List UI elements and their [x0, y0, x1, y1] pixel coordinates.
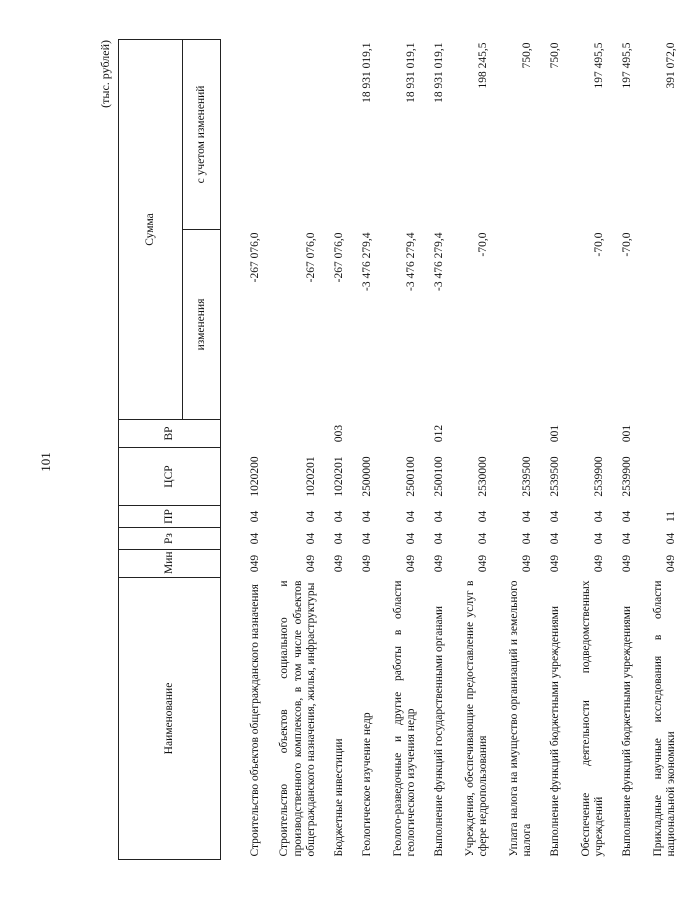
row-csr: 2500100 — [405, 456, 418, 497]
table-row — [449, 39, 493, 859]
row-rz: 04 — [521, 532, 534, 545]
row-csr: 2539500 — [549, 456, 562, 497]
budget-sheet — [98, 40, 678, 860]
row-rz: 04 — [333, 532, 346, 545]
header-change: изменения — [183, 230, 221, 420]
row-change — [493, 230, 537, 420]
row-name: Выполнение функций бюджетными учреждениями — [549, 605, 562, 857]
row-change: -3 476 279,4 — [433, 232, 446, 291]
table-body — [221, 39, 681, 859]
row-pr: 04 — [305, 510, 318, 523]
row-csr — [637, 448, 681, 506]
row-rz: 04 — [621, 532, 634, 545]
row-change — [537, 230, 565, 420]
table-header — [119, 39, 221, 859]
row-min: 049 — [593, 554, 606, 573]
header-with-change: с учетом изменений — [183, 39, 221, 229]
header-vr: ВР — [119, 420, 221, 448]
row-min: 049 — [249, 554, 262, 573]
row-name: Выполнение функций бюджетными учреждениями — [621, 605, 634, 857]
row-min: 049 — [621, 554, 634, 573]
row-csr: 2539900 — [621, 456, 634, 497]
row-rz: 04 — [361, 532, 374, 545]
row-pr: 04 — [521, 510, 534, 523]
row-rz: 04 — [477, 532, 490, 545]
row-pr: 04 — [361, 510, 374, 523]
row-pr: 04 — [249, 510, 262, 523]
header-sum: Сумма — [119, 39, 183, 419]
row-vr — [637, 420, 681, 448]
header-csr: ЦСР — [119, 448, 221, 506]
table-row — [493, 39, 537, 859]
row-vr: 012 — [433, 424, 446, 443]
row-name: Строительство объектов общегражданского назначения — [249, 584, 262, 857]
row-rz: 04 — [665, 532, 678, 545]
row-total: 197 495,5 — [621, 42, 634, 89]
row-total: 750,0 — [549, 42, 562, 69]
row-total: 197 495,5 — [593, 42, 606, 89]
row-total: 18 931 019,1 — [433, 42, 446, 103]
row-vr — [377, 420, 421, 448]
row-csr: 1020201 — [333, 456, 346, 497]
table-row — [265, 39, 321, 859]
header-rz: Рз — [119, 528, 221, 550]
row-rz: 04 — [549, 532, 562, 545]
row-pr: 04 — [549, 510, 562, 523]
row-name: Геолого-разведочные и другие работы в области геологического изучения недр — [391, 580, 418, 857]
row-vr — [265, 420, 321, 448]
row-csr: 2500000 — [361, 456, 374, 497]
row-rz: 04 — [405, 532, 418, 545]
header-name: Наименование — [119, 578, 221, 860]
table-row — [377, 39, 421, 859]
row-min: 049 — [477, 554, 490, 573]
row-change: -70,0 — [621, 232, 634, 257]
row-csr: 1020201 — [305, 456, 318, 497]
row-change — [637, 230, 681, 420]
row-change: -70,0 — [477, 232, 490, 257]
row-total: 750,0 — [521, 42, 534, 69]
table-row — [609, 39, 637, 859]
table-row — [349, 39, 377, 859]
row-rz: 04 — [305, 532, 318, 545]
budget-table — [118, 39, 681, 860]
row-name: Обеспечение деятельности подведомственных учреждений — [579, 580, 606, 857]
header-pr: ПР — [119, 506, 221, 528]
row-name: Бюджетные инвестиции — [333, 738, 346, 857]
row-min: 049 — [305, 554, 318, 573]
row-change: -267 076,0 — [249, 232, 262, 283]
row-name: Строительство объектов социального и производственного комплексов, в том числе объектов общегражданского назначения, жилья, инфраструктуры — [278, 580, 318, 857]
row-min: 049 — [549, 554, 562, 573]
row-rz: 04 — [249, 532, 262, 545]
row-total: 391 072,0 — [665, 42, 678, 89]
row-change: -70,0 — [593, 232, 606, 257]
row-change: -267 076,0 — [305, 232, 318, 283]
row-pr: 04 — [477, 510, 490, 523]
table-row — [421, 39, 449, 859]
row-pr: 04 — [621, 510, 634, 523]
row-csr: 2500100 — [433, 456, 446, 497]
row-csr: 2539900 — [593, 456, 606, 497]
row-rz: 04 — [593, 532, 606, 545]
row-csr: 2530000 — [477, 456, 490, 497]
row-pr: 04 — [405, 510, 418, 523]
row-vr: 001 — [621, 424, 634, 443]
table-row — [537, 39, 565, 859]
row-name: Геологическое изучение недр — [361, 712, 374, 857]
row-min: 049 — [333, 554, 346, 573]
row-vr — [449, 420, 493, 448]
row-vr — [565, 420, 609, 448]
table-row — [637, 39, 681, 859]
row-csr: 1020200 — [249, 456, 262, 497]
table-row — [321, 39, 349, 859]
row-vr — [221, 420, 266, 448]
row-name: Выполнение функций государственными органами — [433, 605, 446, 857]
row-pr: 04 — [333, 510, 346, 523]
units-label: (тыс. рублей) — [98, 40, 112, 108]
row-change: -267 076,0 — [333, 232, 346, 283]
row-total: 198 245,5 — [477, 42, 490, 89]
row-rz: 04 — [433, 532, 446, 545]
row-pr: 04 — [433, 510, 446, 523]
row-csr: 2539500 — [521, 456, 534, 497]
row-min: 049 — [521, 554, 534, 573]
row-pr: 04 — [593, 510, 606, 523]
row-vr — [493, 420, 537, 448]
row-total — [221, 39, 266, 229]
row-vr — [349, 420, 377, 448]
row-name: Учреждения, обеспечивающие предоставление услуг в сфере недропользования — [463, 580, 490, 857]
row-change: -3 476 279,4 — [405, 232, 418, 291]
row-total — [265, 39, 321, 229]
row-name: Уплата налога на имущество организаций и земельного налога — [507, 580, 534, 857]
table-row — [565, 39, 609, 859]
row-name: Прикладные научные исследования в области национальной экономики — [651, 580, 678, 857]
row-total: 18 931 019,1 — [405, 42, 418, 103]
table-row — [221, 39, 266, 859]
row-pr: 11 — [665, 510, 678, 523]
row-min: 049 — [361, 554, 374, 573]
row-min: 049 — [433, 554, 446, 573]
row-change: -3 476 279,4 — [361, 232, 374, 291]
row-total — [321, 39, 349, 229]
row-vr: 003 — [333, 424, 346, 443]
page-number: 101 — [38, 452, 53, 472]
header-min: Мин — [119, 550, 221, 578]
row-vr: 001 — [549, 424, 562, 443]
row-total: 18 931 019,1 — [361, 42, 374, 103]
row-min: 049 — [665, 554, 678, 573]
row-min: 049 — [405, 554, 418, 573]
